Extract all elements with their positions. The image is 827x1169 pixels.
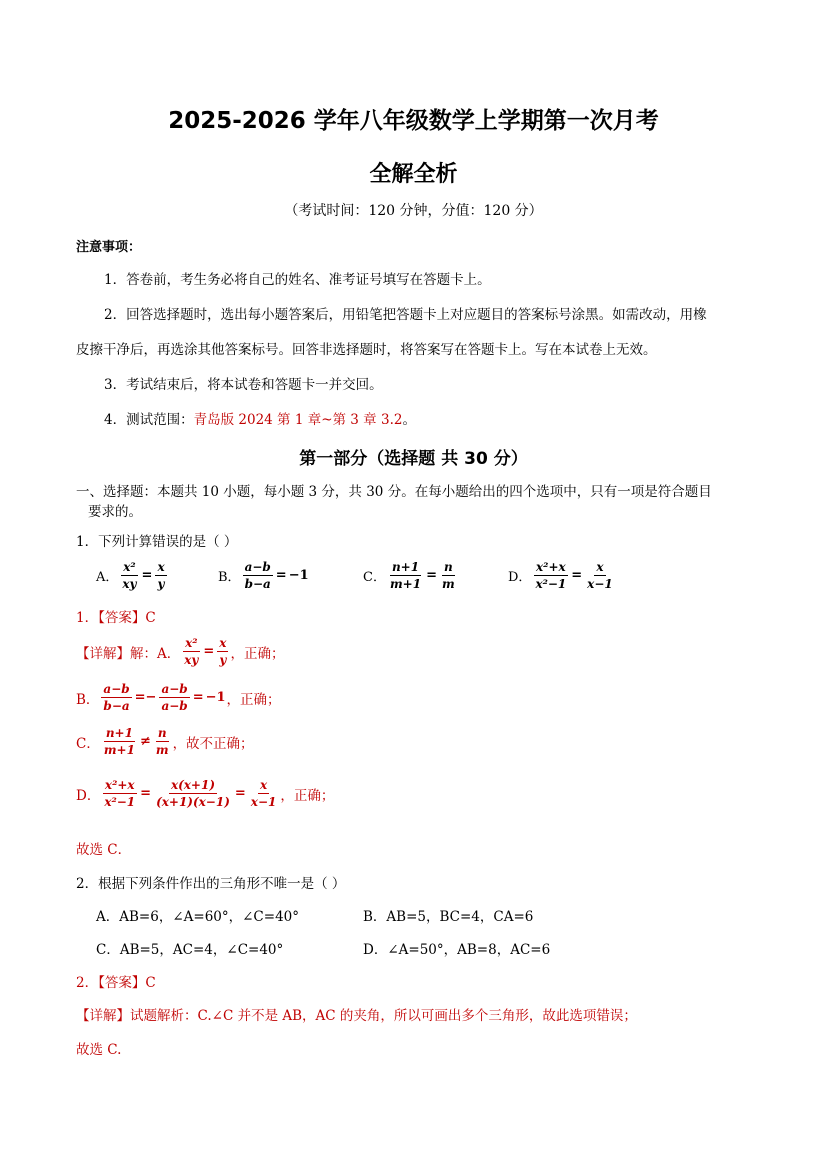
q2-option-d: D．∠A=50°，AB=8，AC=6 <box>363 942 551 958</box>
q1-detail-b-lhs: $\frac{a-b}{b-a}$ <box>103 682 130 713</box>
q1-detail-d-mid: $\frac{x(x+1)}{(x+1)(x-1)}$ <box>156 778 230 809</box>
notice-item-2-line2: 皮擦干净后，再选涂其他答案标号。回答非选择题时，将答案写在答题卡上。写在本试卷上无效。 <box>76 342 657 358</box>
q1-detail-c: C． $\frac{n+1}{m+1}$ ≠ $\frac{n}{m}$ ，故不正确； <box>76 726 254 757</box>
q1-detail-b-mid: $\frac{a-b}{a-b}$ <box>161 682 188 713</box>
q1-detail-c-lhs: $\frac{n+1}{m+1}$ <box>103 726 135 757</box>
q1-b-rhs: −1 <box>288 568 309 583</box>
q1-detail-c-suffix: ，故不正确； <box>172 735 254 752</box>
q2-detail-text: 试题解析：C.∠C 并不是 AB，AC 的夹角，所以可画出多个三角形，故此选项错误； <box>130 1008 637 1024</box>
q1-detail-b-prefix: B． <box>76 691 100 708</box>
notice-item-1: 1．答卷前，考生务必将自己的姓名、准考证号填写在答题卡上。 <box>104 272 491 288</box>
q1-option-c-label: C． <box>363 570 386 585</box>
q1-detail-d-lhs: $\frac{\text{x²+x}}{\text{x²−1}}$ <box>104 778 136 809</box>
section-intro-line1: 一、选择题：本题共 10 小题，每小题 3 分，共 30 分。在每小题给出的四个选项中，只有一项是符合题目 <box>76 484 712 500</box>
exam-info: （考试时间：120 分钟，分值：120 分） <box>284 203 543 219</box>
q1-a-rhs-fraction: $\frac{x}{y}$ <box>157 560 165 591</box>
q1-detail-c-rhs: $\frac{n}{m}$ <box>155 726 169 757</box>
q1-detail-b-suffix: ，正确； <box>226 691 281 708</box>
q1-d-lhs-fraction: $\frac{\text{x²+x}}{\text{x²−1}}$ <box>535 560 567 591</box>
document-subtitle: 全解全析 <box>369 162 458 187</box>
q1-option-c: C． $\frac{n+1}{m+1}$ = $\frac{n}{m}$ <box>363 560 455 591</box>
q1-d-rhs-fraction: $\frac{x}{x-1}$ <box>587 560 613 591</box>
q1-c-rhs-fraction: $\frac{n}{m}$ <box>441 560 455 591</box>
q1-option-a: A． $\frac{\text{x²}}{xy}$ = $\frac{x}{y}$ <box>96 560 165 591</box>
document-title: 2025-2026 学年八年级数学上学期第一次月考 <box>168 108 659 134</box>
notice-item-3: 3．考试结束后，将本试卷和答题卡一并交回。 <box>104 377 383 393</box>
q1-detail-a-rhs: $\frac{x}{y}$ <box>219 636 227 667</box>
q1-answer: 1．【答案】C <box>76 610 156 626</box>
q1-a-lhs-fraction: $\frac{\text{x²}}{xy}$ <box>122 560 137 591</box>
q1-option-b: B． $\frac{a-b}{b-a}$ = −1 <box>218 560 309 591</box>
q2-option-a: A．AB=6，∠A=60°，∠C=40° <box>96 909 300 925</box>
q1-detail-a-prefix: 解：A． <box>130 645 181 662</box>
q1-detail-a: 【详解】 解：A． $\frac{\text{x²}}{xy}$ = $\frac{x}{y}$ ，正确； <box>76 636 285 667</box>
section-intro-line2: 要求的。 <box>88 504 142 520</box>
q2-option-c: C．AB=5，AC=4，∠C=40° <box>96 942 284 958</box>
section-title: 第一部分（选择题 共 30 分） <box>299 449 528 469</box>
q2-detail-label: 【详解】 <box>76 1008 130 1024</box>
q1-option-d: D． $\frac{\text{x²+x}}{\text{x²−1}}$ = $\frac{x}{x-1}$ <box>508 560 613 591</box>
notice-item-2-line1: 2．回答选择题时，选出每小题答案后，用铅笔把答题卡上对应题目的答案标号涂黑。如需改动，用橡 <box>104 307 707 323</box>
q1-option-a-label: A． <box>96 570 119 585</box>
q1-detail-a-lhs: $\frac{\text{x²}}{xy}$ <box>184 636 199 667</box>
q1-b-lhs-fraction: $\frac{a-b}{b-a}$ <box>244 560 271 591</box>
notice-item-4-prefix: 4．测试范围： <box>104 412 194 428</box>
q1-detail-c-prefix: C． <box>76 735 100 752</box>
q1-detail-label: 【详解】 <box>76 645 130 662</box>
q1-detail-a-suffix: ，正确； <box>230 645 285 662</box>
q1-detail-b-rhs: −1 <box>205 690 226 705</box>
question-2-stem: 2．根据下列条件作出的三角形不唯一是（ ） <box>76 876 346 892</box>
question-1-stem: 1．下列计算错误的是（ ） <box>76 534 238 550</box>
notice-item-4 <box>104 408 416 428</box>
q2-answer: 2．【答案】C <box>76 975 156 991</box>
q2-detail <box>76 1004 637 1024</box>
q1-detail-d: D． $\frac{\text{x²+x}}{\text{x²−1}}$ = $\frac{x(x+1)}{(x+1)(x-1)}$ = $\frac{x}{x-1}$ ，正确； <box>76 778 335 809</box>
q1-detail-d-suffix: ，正确； <box>280 787 335 804</box>
notice-item-4-suffix: 。 <box>402 412 416 428</box>
q2-conclusion: 故选 C. <box>76 1042 122 1058</box>
q1-detail-b: B． $\frac{a-b}{b-a}$ =− $\frac{a-b}{a-b}$ = −1 ，正确； <box>76 682 281 713</box>
q1-conclusion: 故选 C． <box>76 842 132 858</box>
q1-option-d-label: D． <box>508 570 532 585</box>
q1-detail-d-rhs: $\frac{x}{x-1}$ <box>250 778 277 809</box>
q1-option-b-label: B． <box>218 570 241 585</box>
notice-title: 注意事项： <box>76 240 142 255</box>
test-range: 青岛版 2024 第 1 章~第 3 章 3.2 <box>193 412 403 428</box>
q1-detail-d-prefix: D． <box>76 787 101 804</box>
q1-c-lhs-fraction: $\frac{n+1}{m+1}$ <box>389 560 422 591</box>
q2-option-b: B．AB=5，BC=4，CA=6 <box>363 909 534 925</box>
